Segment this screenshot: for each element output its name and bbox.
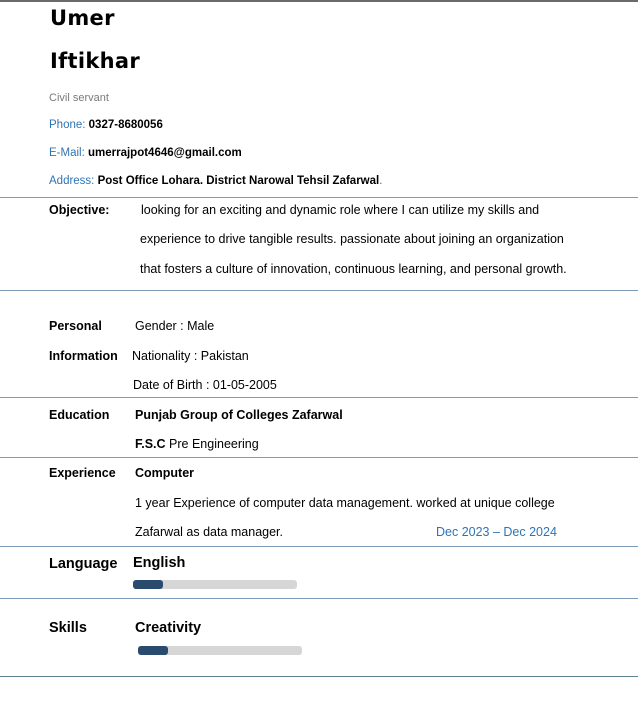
personal-label-1: Personal <box>49 319 102 333</box>
education-degree <box>135 437 259 451</box>
skill-level-bar <box>138 646 302 655</box>
experience-line-1: 1 year Experience of computer data management. worked at unique college <box>135 496 555 510</box>
divider <box>0 676 638 677</box>
divider <box>0 290 638 291</box>
language-level-bar <box>133 580 297 589</box>
gender: Gender : Male <box>135 319 215 333</box>
divider <box>0 546 638 547</box>
skills-label: Skills <box>49 620 87 636</box>
phone-value: 0327-8680056 <box>88 119 163 131</box>
experience-field: Computer <box>135 466 195 480</box>
top-border <box>0 0 638 2</box>
divider <box>0 397 638 398</box>
address-label: Address: <box>49 175 95 187</box>
divider <box>0 457 638 458</box>
language-name: English <box>133 555 186 571</box>
nationality: Nationality : Pakistan <box>132 349 249 363</box>
experience-line-2: Zafarwal as data manager. <box>135 525 283 539</box>
email-label: E-Mail: <box>49 147 85 159</box>
experience-dates: Dec 2023 – Dec 2024 <box>436 525 557 539</box>
skill-name: Creativity <box>135 620 202 636</box>
personal-label-2: Information <box>49 349 118 363</box>
degree-name: Pre Engineering <box>169 437 259 451</box>
address-line: Address: Post Office Lohara. District Narowal Tehsil Zafarwal. <box>49 175 383 187</box>
divider <box>0 598 638 599</box>
phone-line <box>49 119 163 131</box>
job-title: Civil servant <box>49 92 109 104</box>
language-level-fill <box>133 580 163 589</box>
date-of-birth: Date of Birth : 01-05-2005 <box>133 378 277 392</box>
objective-line-3: that fosters a culture of innovation, continuous learning, and personal growth. <box>140 262 567 276</box>
experience-label: Experience <box>49 466 116 480</box>
first-name: Umer <box>50 6 115 30</box>
divider <box>0 197 638 198</box>
email-value[interactable]: umerrajpot4646@gmail.com <box>87 147 242 159</box>
degree-abbr: F.S.C <box>135 437 166 451</box>
education-label: Education <box>49 408 110 422</box>
education-institution: Punjab Group of Colleges Zafarwal <box>135 408 343 422</box>
objective-label: Objective: <box>49 203 110 217</box>
phone-label: Phone: <box>49 119 86 131</box>
skill-level-fill <box>138 646 168 655</box>
language-label: Language <box>49 556 118 572</box>
objective-line-1: looking for an exciting and dynamic role where I can utilize my skills and <box>141 203 540 217</box>
address-value: Post Office Lohara. District Narowal Tehsil Zafarwal <box>97 175 380 187</box>
objective-line-2: experience to drive tangible results. passionate about joining an organization <box>140 232 564 246</box>
email-line <box>49 147 242 159</box>
last-name: Iftikhar <box>50 49 141 73</box>
